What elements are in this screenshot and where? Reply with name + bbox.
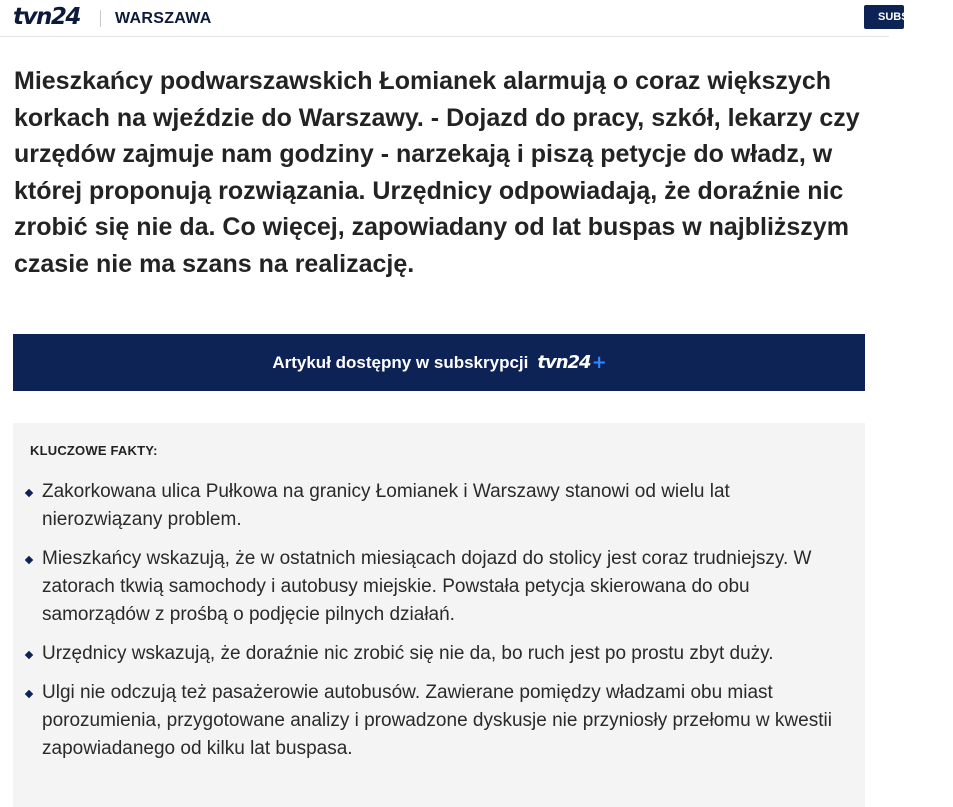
logo-divider (100, 10, 101, 27)
subscribe-button[interactable]: SUBSKRYBUJ (864, 5, 904, 29)
top-navigation-bar (0, 0, 953, 37)
subscription-banner-label: Artykuł dostępny w subskrypcji (272, 352, 529, 372)
key-facts-list (13, 478, 853, 774)
diamond-bullet-icon (25, 651, 33, 659)
section-name[interactable]: WARSZAWA (115, 10, 212, 27)
diamond-bullet-icon (25, 489, 33, 497)
key-fact-item (13, 545, 853, 629)
key-fact-text: Mieszkańcy wskazują, że w ostatnich miesiącach dojazd do stolicy jest coraz trudniejszy. W zatorach tkwią samochody i autobusy miejskie. Powstała petycja skierowana do obu samorządów z prośbą o podjęcie pilnych działań. (42, 548, 812, 625)
diamond-bullet-icon (25, 690, 33, 698)
key-facts-title: KLUCZOWE FAKTY: (30, 443, 158, 458)
key-fact-item (13, 640, 853, 668)
key-fact-item (13, 679, 853, 763)
subscription-banner[interactable] (13, 334, 865, 391)
key-fact-item (13, 478, 853, 534)
tvn24-plus-logo (537, 352, 605, 373)
diamond-bullet-icon (25, 556, 33, 564)
key-facts-box (13, 423, 865, 807)
article-lead: Mieszkańcy podwarszawskich Łomianek alarmują o coraz większych korkach na wjeździe do Warszawy. - Dojazd do pracy, szkół, lekarzy czy urzędów zajmuje nam godziny - narzekają i piszą petycje do władz, w której proponują rozwiązania. Urzędnicy odpowiadają, że doraźnie nic zrobić się nie da. Co więcej, zapowiadany od lat buspas w najbliższym czasie nie ma szans na realizację. (14, 67, 860, 278)
key-fact-text: Zakorkowana ulica Pułkowa na granicy Łomianek i Warszawy stanowi od wielu lat nierozwiązany problem. (42, 481, 730, 530)
key-fact-text: Ulgi nie odczują też pasażerowie autobusów. Zawierane pomiędzy władzami obu miast porozumienia, przygotowane analizy i prowadzone dyskusje nie przyniosły przełomu w kwestii zapowiadanego od kilku lat buspasa. (42, 682, 832, 759)
tvn24-plus-brand: tvn24 (537, 352, 591, 373)
key-fact-text: Urzędnicy wskazują, że doraźnie nic zrobić się nie da, bo ruch jest po prostu zbyt duży. (42, 643, 774, 664)
plus-icon: + (591, 352, 606, 373)
tvn24-logo[interactable]: tvn24 (13, 4, 80, 30)
